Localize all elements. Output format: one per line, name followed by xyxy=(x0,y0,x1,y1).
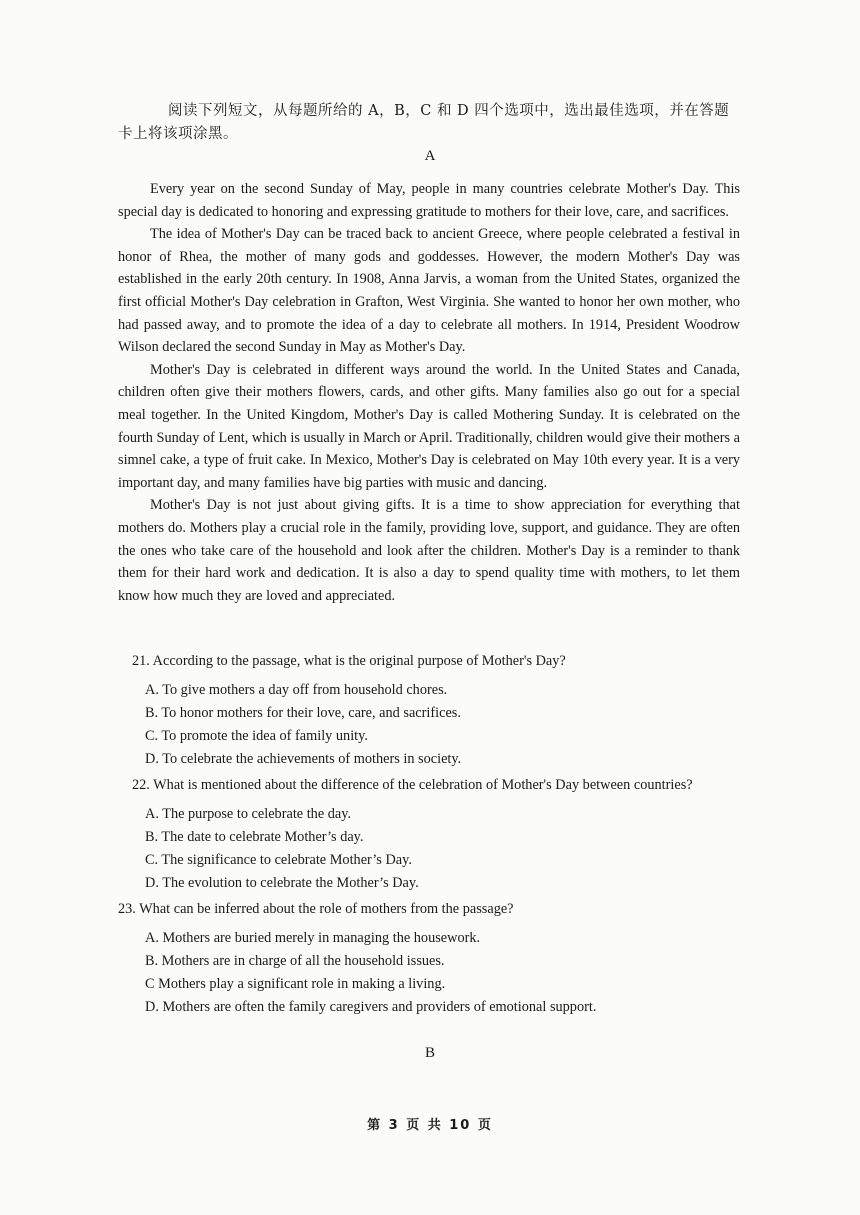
section-a-heading: A xyxy=(424,148,436,164)
option-d: D. To celebrate the achievements of mothers in society. xyxy=(145,751,462,767)
instruction-text: 阅读下列短文，从每题所给的 A，B，C 和 D 四个选项中，选出最佳选项，并在答题卡上将该项涂黑。 xyxy=(118,103,730,142)
question-stem: 22. What is mentioned about the difference of the celebration of Mother's Day between countries? xyxy=(132,777,693,793)
option-b: B. To honor mothers for their love, care, and sacrifices. xyxy=(145,705,461,721)
question-stem: 23. What can be inferred about the role of mothers from the passage? xyxy=(118,901,514,917)
passage-paragraph: Mother's Day is not just about giving gifts. It is a time to show appreciation for everything that mothers do. Mothers play a crucial role in the family, providing love, support, and guidance. They are often the ones who take care of the household and look after the children. Mother's Day is a reminder to thank them for their hard work and dedication. It is also a day to spend quality time with mothers, to let them know how much they are loved and appreciated. xyxy=(118,497,740,604)
option-list xyxy=(118,679,758,771)
passage-paragraph: Mother's Day is celebrated in different ways around the world. In the United States and Canada, children often give their mothers flowers, cards, and other gifts. Many families also go out for a special meal together. In the United Kingdom, Mother's Day is called Mothering Sunday. It is celebrated on the fourth Sunday of Lent, which is usually in March or April. Traditionally, children would give their mothers a simnel cake, a type of fruit cake. In Mexico, Mother's Day is celebrated on May 10th every year. It is a very important day, and many families have big parties with music and dancing. xyxy=(118,361,740,491)
option-d: D. Mothers are often the family caregivers and providers of emotional support. xyxy=(145,999,597,1015)
option-a: A. To give mothers a day off from household chores. xyxy=(145,682,448,698)
passage-paragraph: Every year on the second Sunday of May, people in many countries celebrate Mother's Day. This special day is dedicated to honoring and expressing gratitude to mothers for their love, care, and sacrifices. xyxy=(118,181,740,220)
option-d: D. The evolution to celebrate the Mother’s Day. xyxy=(145,875,419,891)
option-c: C. To promote the idea of family unity. xyxy=(145,728,368,744)
option-list xyxy=(118,927,758,1019)
option-a: A. Mothers are buried merely in managing the housework. xyxy=(145,930,481,946)
question-stem: 21. According to the passage, what is the original purpose of Mother's Day? xyxy=(132,653,566,669)
question-22 xyxy=(118,774,758,895)
question-23 xyxy=(118,898,758,1019)
option-list xyxy=(118,803,758,895)
option-a: A. The purpose to celebrate the day. xyxy=(145,806,352,822)
option-c: C Mothers play a significant role in making a living. xyxy=(145,976,446,992)
reading-passage xyxy=(118,178,740,607)
option-b: B. Mothers are in charge of all the household issues. xyxy=(145,953,445,969)
section-b-heading: B xyxy=(424,1045,435,1061)
passage-paragraph: The idea of Mother's Day can be traced back to ancient Greece, where people celebrated a festival in honor of Rhea, the mother of many gods and goddesses. However, the modern Mother's Day was established in the early 20th century. In 1908, Anna Jarvis, a woman from the United States, organized the first official Mother's Day celebration in Grafton, West Virginia. She wanted to honor her own mother, who had passed away, and to promote the idea of a day to celebrate all mothers. In 1914, President Woodrow Wilson declared the second Sunday in May as Mother's Day. xyxy=(118,226,740,356)
question-21 xyxy=(118,650,758,771)
option-b: B. The date to celebrate Mother’s day. xyxy=(145,829,364,845)
page-number-footer: 第 3 页 共 10 页 xyxy=(367,1118,493,1133)
option-c: C. The significance to celebrate Mother’s Day. xyxy=(145,852,412,868)
